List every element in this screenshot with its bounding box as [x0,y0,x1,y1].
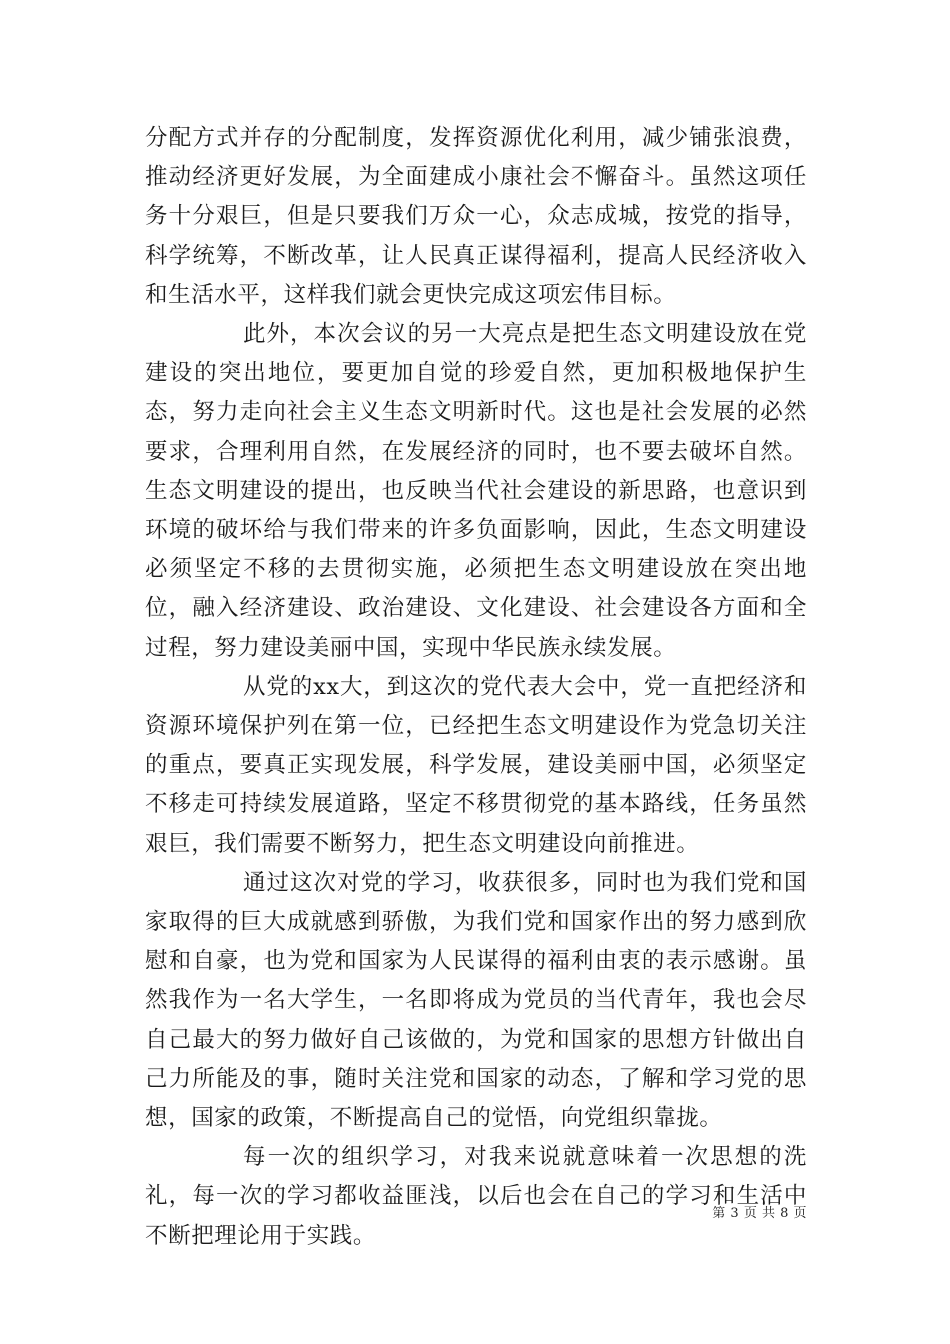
paragraph-study-gains: 通过这次对党的学习，收获很多，同时也为我们党和国家取得的巨大成就感到骄傲，为我们党和国家作出的努力感到欣慰和自豪，也为党和国家为人民谋得的福利由衷的表示感谢。虽然我作为一名大学生，一名即将成为党员的当代青年，我也会尽自己最大的努力做好自己该做的，为党和国家的思想方针做出自己力所能及的事，随时关注党和国家的动态，了解和学习党的思想，国家的政策，不断提高自己的觉悟，向党组织靠拢。 [145,869,807,1132]
paragraph-ecological-civilization: 此外，本次会议的另一大亮点是把生态文明建设放在党建设的突出地位，要更加自觉的珍爱自然，更加积极地保护生态，努力走向社会主义生态文明新时代。这也是社会发展的必然要求，合理利用自然，在发展经济的同时，也不要去破坏自然。生态文明建设的提出，也反映当代社会建设的新思路，也意识到环境的破坏给与我们带来的许多负面影响，因此，生态文明建设必须坚定不移的去贯彻实施，必须把生态文明建设放在突出地位，融入经济建设、政治建设、文化建设、社会建设各方面和全过程，努力建设美丽中国，实现中华民族永续发展。 [145,321,807,661]
paragraph-conclusion: 每一次的组织学习，对我来说就意味着一次思想的洗礼，每一次的学习都收益匪浅，以后也会在自己的学习和生活中不断把理论用于实践。 [145,1144,807,1249]
paragraph-continuation: 分配方式并存的分配制度，发挥资源优化利用，减少铺张浪费，推动经济更好发展，为全面建成小康社会不懈奋斗。虽然这项任务十分艰巨，但是只要我们万众一心，众志成城，按党的指导，科学统筹，不断改革，让人民真正谋得福利，提高人民经济收入和生活水平，这样我们就会更快完成这项宏伟目标。 [145,125,807,308]
paragraph-party-congress: 从党的xx大，到这次的党代表大会中，党一直把经济和资源环境保护列在第一位，已经把生态文明建设作为党急切关注的重点，要真正实现发展，科学发展，建设美丽中国，必须坚定不移走可持续发展道路，坚定不移贯彻党的基本路线，任务虽然艰巨，我们需要不断努力，把生态文明建设向前推进。 [145,673,807,857]
page-number-footer: 第 3 页 共 8 页 [712,1206,807,1221]
document-body [145,119,807,1256]
